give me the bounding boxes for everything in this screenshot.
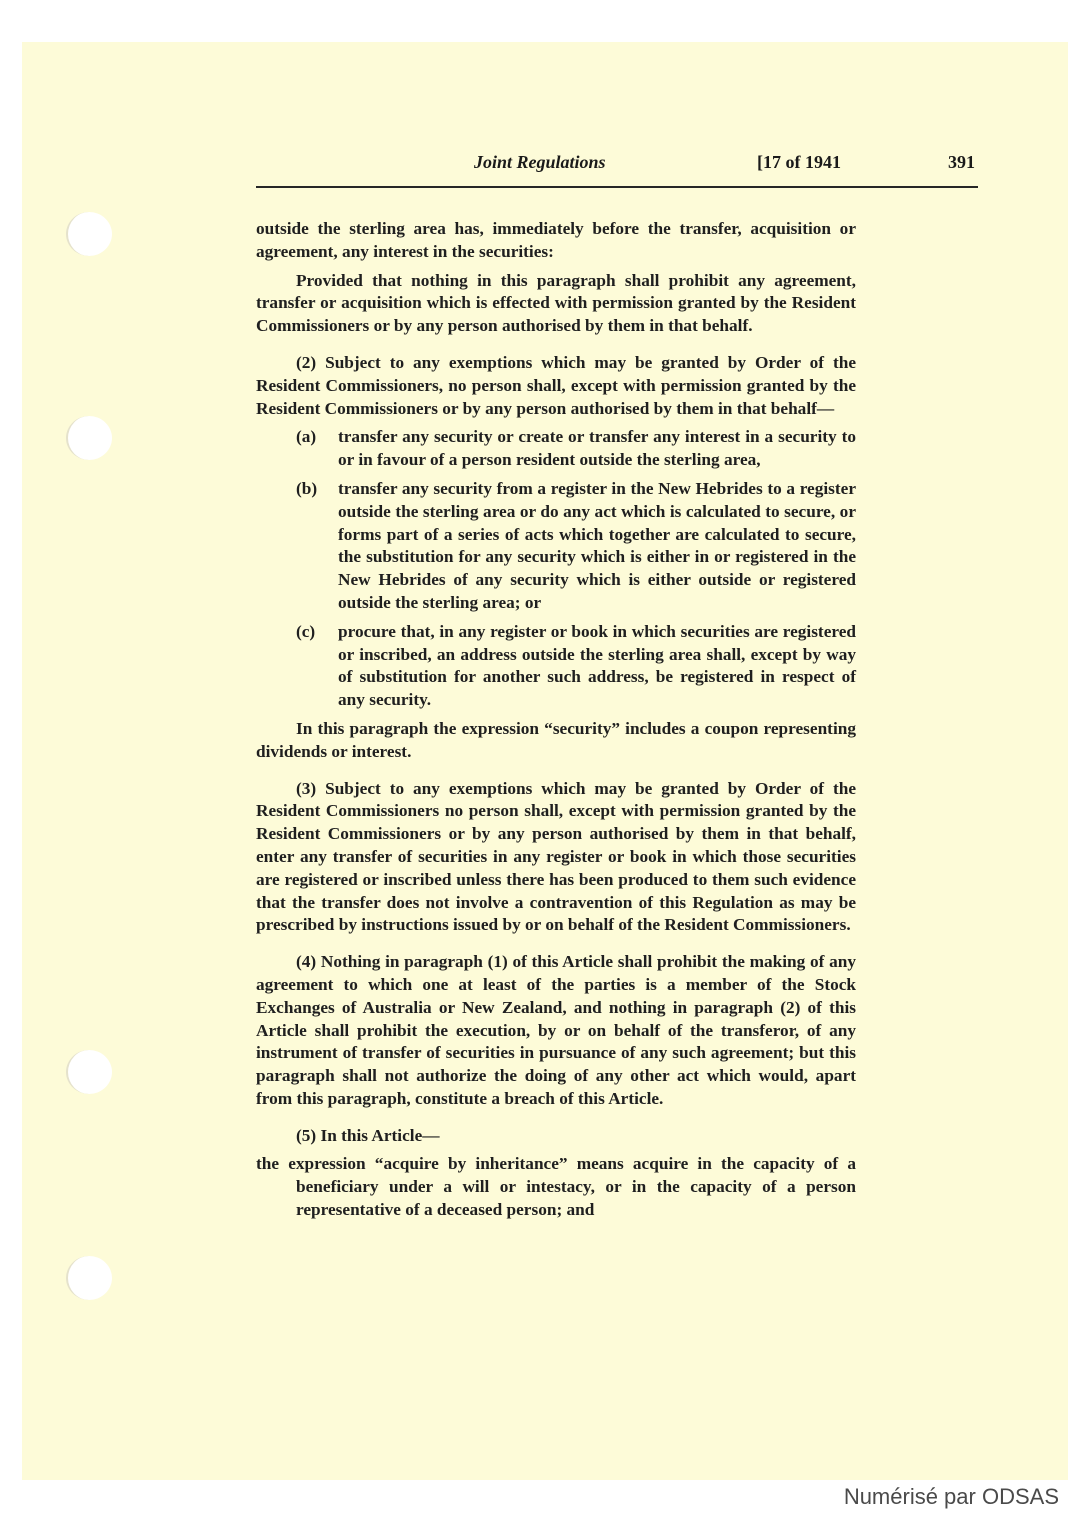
binder-hole — [66, 212, 112, 256]
list-item-a — [256, 426, 856, 472]
list-item-b — [256, 478, 856, 615]
regulation-number: [17 of 1941 — [757, 152, 841, 172]
running-header-title: Joint Regulations — [474, 152, 606, 172]
paragraph-continuation: outside the sterling area has, immediately before the transfer, acquisition or agreement, any interest in the securities: — [256, 219, 856, 261]
paragraph-4: (4) Nothing in paragraph (1) of this Article shall prohibit the making of any agreement to which one at least of the parties is a member of the Stock Exchanges of Australia or New Zealand, and nothing in paragraph (2) of this Article shall prohibit the execution, by or on behalf of the transferor, of any instrument of transfer of securities in pursuance of any such agreement; but this paragraph shall not authorize the doing of any other act which would, apart from this paragraph, constitute a breach of this Article. — [256, 952, 856, 1108]
page-number: 391 — [948, 152, 975, 172]
header-rule — [256, 186, 978, 188]
paragraph-3: (3) Subject to any exemptions which may be granted by Order of the Resident Commissioners no person shall, except with permission granted by the Resident Commissioners or by any person authorised by them in that behalf, enter any transfer of securities in any register or book in which those securities are registered or inscribed unless there has been produced to them such evidence that the transfer does not involve a contravention of this Regulation as may be prescribed by instructions issued by or on behalf of the Resident Commissioners. — [256, 778, 856, 935]
list-item-text: procure that, in any register or book in which securities are registered or inscribed, an address outside the sterling area shall, except by way of substitution for another such address, be registered in respect of any security. — [338, 621, 856, 710]
digitization-credit: Numérisé par ODSAS — [843, 1484, 1059, 1509]
list-item-label: (c) — [296, 621, 316, 641]
paragraph-security-definition: In this paragraph the expression “security” includes a coupon representing dividends or interest. — [256, 718, 856, 761]
paragraph-proviso: Provided that nothing in this paragraph shall prohibit any agreement, transfer or acquisition which is effected with permission granted by the Resident Commissioners or by any person authorised by them in that behalf. — [256, 270, 856, 336]
binder-hole — [66, 416, 112, 460]
list-item-label: (a) — [296, 427, 317, 447]
list-item-label: (b) — [296, 478, 318, 498]
binder-hole — [66, 1256, 112, 1300]
list-item-c — [256, 621, 856, 712]
list-item-text: transfer any security from a register in the New Hebrides to a register outside the sterling area or do any act which is calculated to secure, or forms part of a series of acts which together are calculated to secure, the substitution for any security which is either in or registered in the New Hebrides of any security which is either outside or registered outside the sterling area; or — [338, 478, 856, 612]
document-body — [256, 218, 856, 1222]
paragraph-5: (5) In this Article— — [296, 1125, 440, 1145]
list-item-text: transfer any security or create or transfer any interest in a security to or in favour of a person resident outside the sterling area, — [338, 427, 856, 470]
definition-inheritance: the expression “acquire by inheritance” means acquire in the capacity of a beneficiary under a will or intestacy, or in the capacity of a person representative of a deceased person; and — [256, 1154, 856, 1220]
binder-hole — [66, 1050, 112, 1094]
paragraph-2: (2) Subject to any exemptions which may be granted by Order of the Resident Commissioners, no person shall, except with permission granted by the Resident Commissioners or by any person authorised by them in that behalf— — [256, 352, 856, 418]
